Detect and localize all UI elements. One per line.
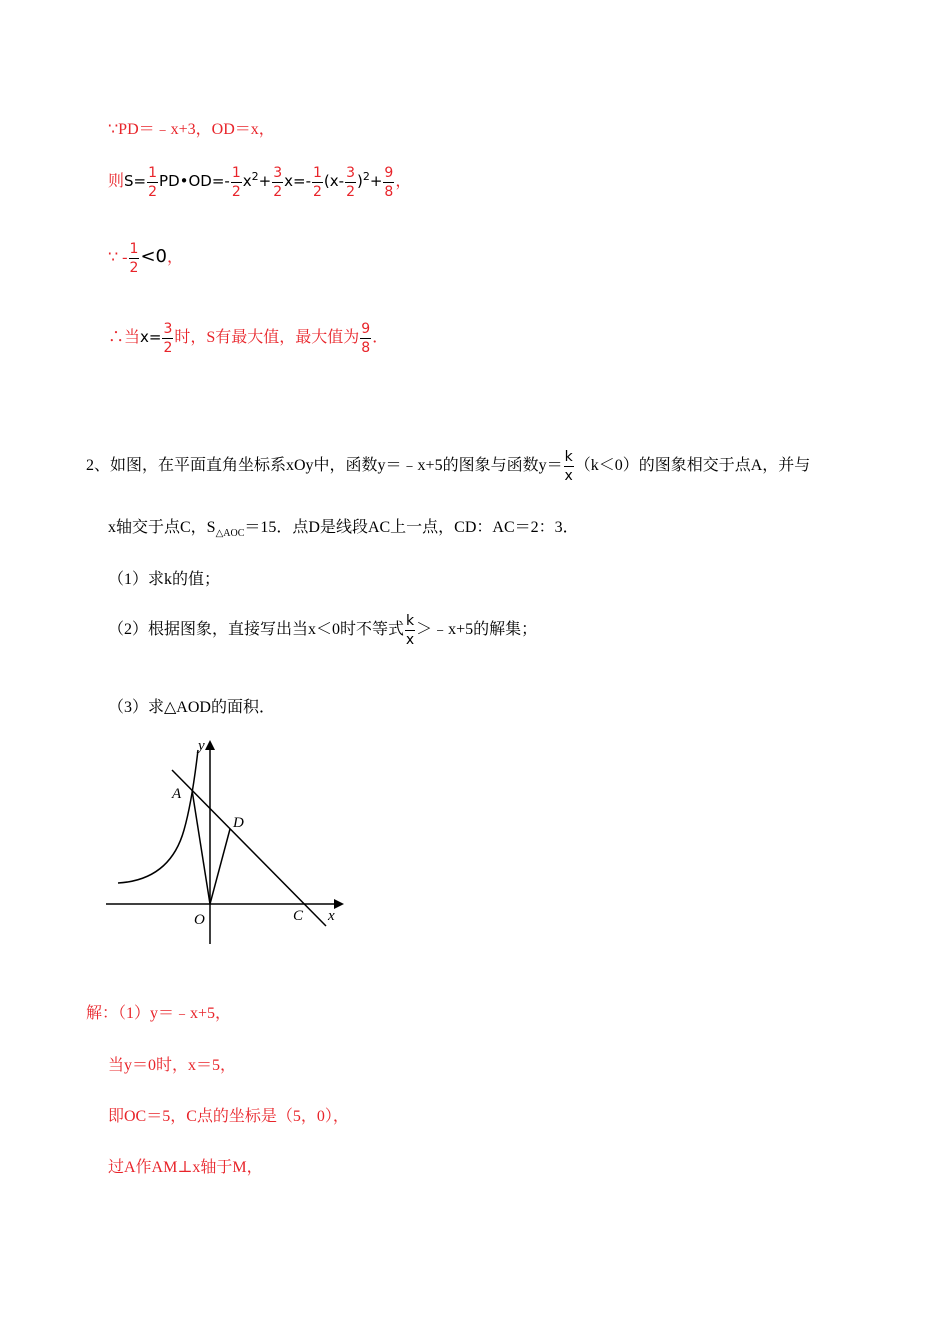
fraction: $\frac{3}{2}$ [273, 165, 283, 200]
solution2-line-4 [108, 1154, 263, 1177]
solution-text: 过A作AM⊥x轴于M， [108, 1159, 263, 1176]
solution-text: ∵PD＝﹣x+3，OD＝x， [108, 121, 275, 138]
formula-text: ) [356, 172, 363, 191]
solution-text: 时，S有最大值，最大值为 [174, 329, 360, 347]
problem-text: 2、如图，在平面直角坐标系xOy中，函数y＝﹣x+5的图象与函数y＝ [86, 457, 563, 475]
segment-od [210, 829, 230, 904]
solution-line-4 [108, 322, 388, 355]
fraction: $\frac{k}{x}$ [564, 449, 573, 484]
formula-text: <0 [140, 246, 167, 268]
solution-text: ． [372, 329, 389, 347]
solution2-line-1 [86, 1000, 231, 1023]
label-a: A [172, 786, 182, 802]
question-text: （3）求△AOD的面积． [108, 699, 275, 716]
question-text: （2）根据图象，直接写出当x＜0时不等式 [108, 621, 405, 639]
solution-line-2 [108, 166, 411, 199]
fraction: $\frac{1}{2}$ [312, 165, 322, 200]
label-o: O [194, 912, 205, 928]
fraction: $\frac{9}{8}$ [361, 321, 371, 356]
fraction: $\frac{1}{2}$ [231, 165, 241, 200]
formula-text: x=- [284, 172, 311, 191]
solution-line-1 [108, 116, 275, 139]
segment-oa [192, 790, 210, 904]
fraction: $\frac{9}{8}$ [384, 165, 394, 200]
question-2 [108, 614, 537, 647]
formula-text: S= [124, 172, 147, 191]
question-3 [108, 694, 275, 717]
solution-text: ， [166, 249, 183, 267]
question-text: ＞﹣x+5的解集； [416, 621, 538, 639]
solution-text: ， [395, 173, 412, 191]
formula-text: (x- [323, 172, 345, 191]
problem-text: （k＜0）的图象相交于点A，并与 [574, 457, 811, 475]
fraction: $\frac{3}{2}$ [346, 165, 355, 200]
solution-line-3 [108, 242, 183, 275]
label-d: D [233, 815, 244, 831]
exponent: 2 [251, 169, 259, 183]
question-1 [108, 566, 220, 589]
subscript: △AOC [215, 528, 245, 540]
fraction: $\frac{1}{2}$ [129, 241, 139, 276]
line-ac [172, 770, 326, 926]
formula-text: PD•OD=- [159, 172, 230, 191]
label-y: y [198, 738, 205, 754]
solution-text: ∴当 [108, 329, 141, 347]
problem-text: ＝15．点D是线段AC上一点，CD：AC＝2：3． [244, 519, 579, 536]
solution2-line-3 [108, 1103, 349, 1126]
label-x: x [328, 908, 335, 924]
solution-text: ∵ - [108, 249, 128, 267]
problem-line-1 [86, 450, 810, 483]
solution2-line-2 [108, 1052, 236, 1075]
solution-text: 解：（1）y＝﹣x+5， [86, 1005, 232, 1022]
y-axis-arrow [205, 740, 215, 750]
solution-text: 即OC＝5，C点的坐标是（5，0）， [108, 1108, 349, 1125]
problem-text: x轴交于点C，S [108, 519, 216, 536]
x-axis-arrow [334, 899, 344, 909]
problem-line-2 [108, 514, 579, 539]
solution-text: 当y＝0时，x＝5， [108, 1057, 237, 1074]
question-text: （1）求k的值； [108, 571, 221, 588]
hyperbola-curve [118, 750, 198, 883]
fraction: $\frac{3}{2}$ [163, 321, 173, 356]
solution-text: 则 [108, 173, 125, 191]
exponent: 2 [362, 169, 370, 183]
geometry-figure [100, 730, 360, 950]
formula-text: x [242, 172, 252, 191]
label-c: C [293, 908, 304, 924]
formula-text: + [369, 172, 383, 191]
fraction: $\frac{1}{2}$ [148, 165, 158, 200]
formula-text: x= [140, 328, 162, 347]
fraction: $\frac{k}{x}$ [405, 613, 415, 648]
formula-text: + [258, 172, 272, 191]
